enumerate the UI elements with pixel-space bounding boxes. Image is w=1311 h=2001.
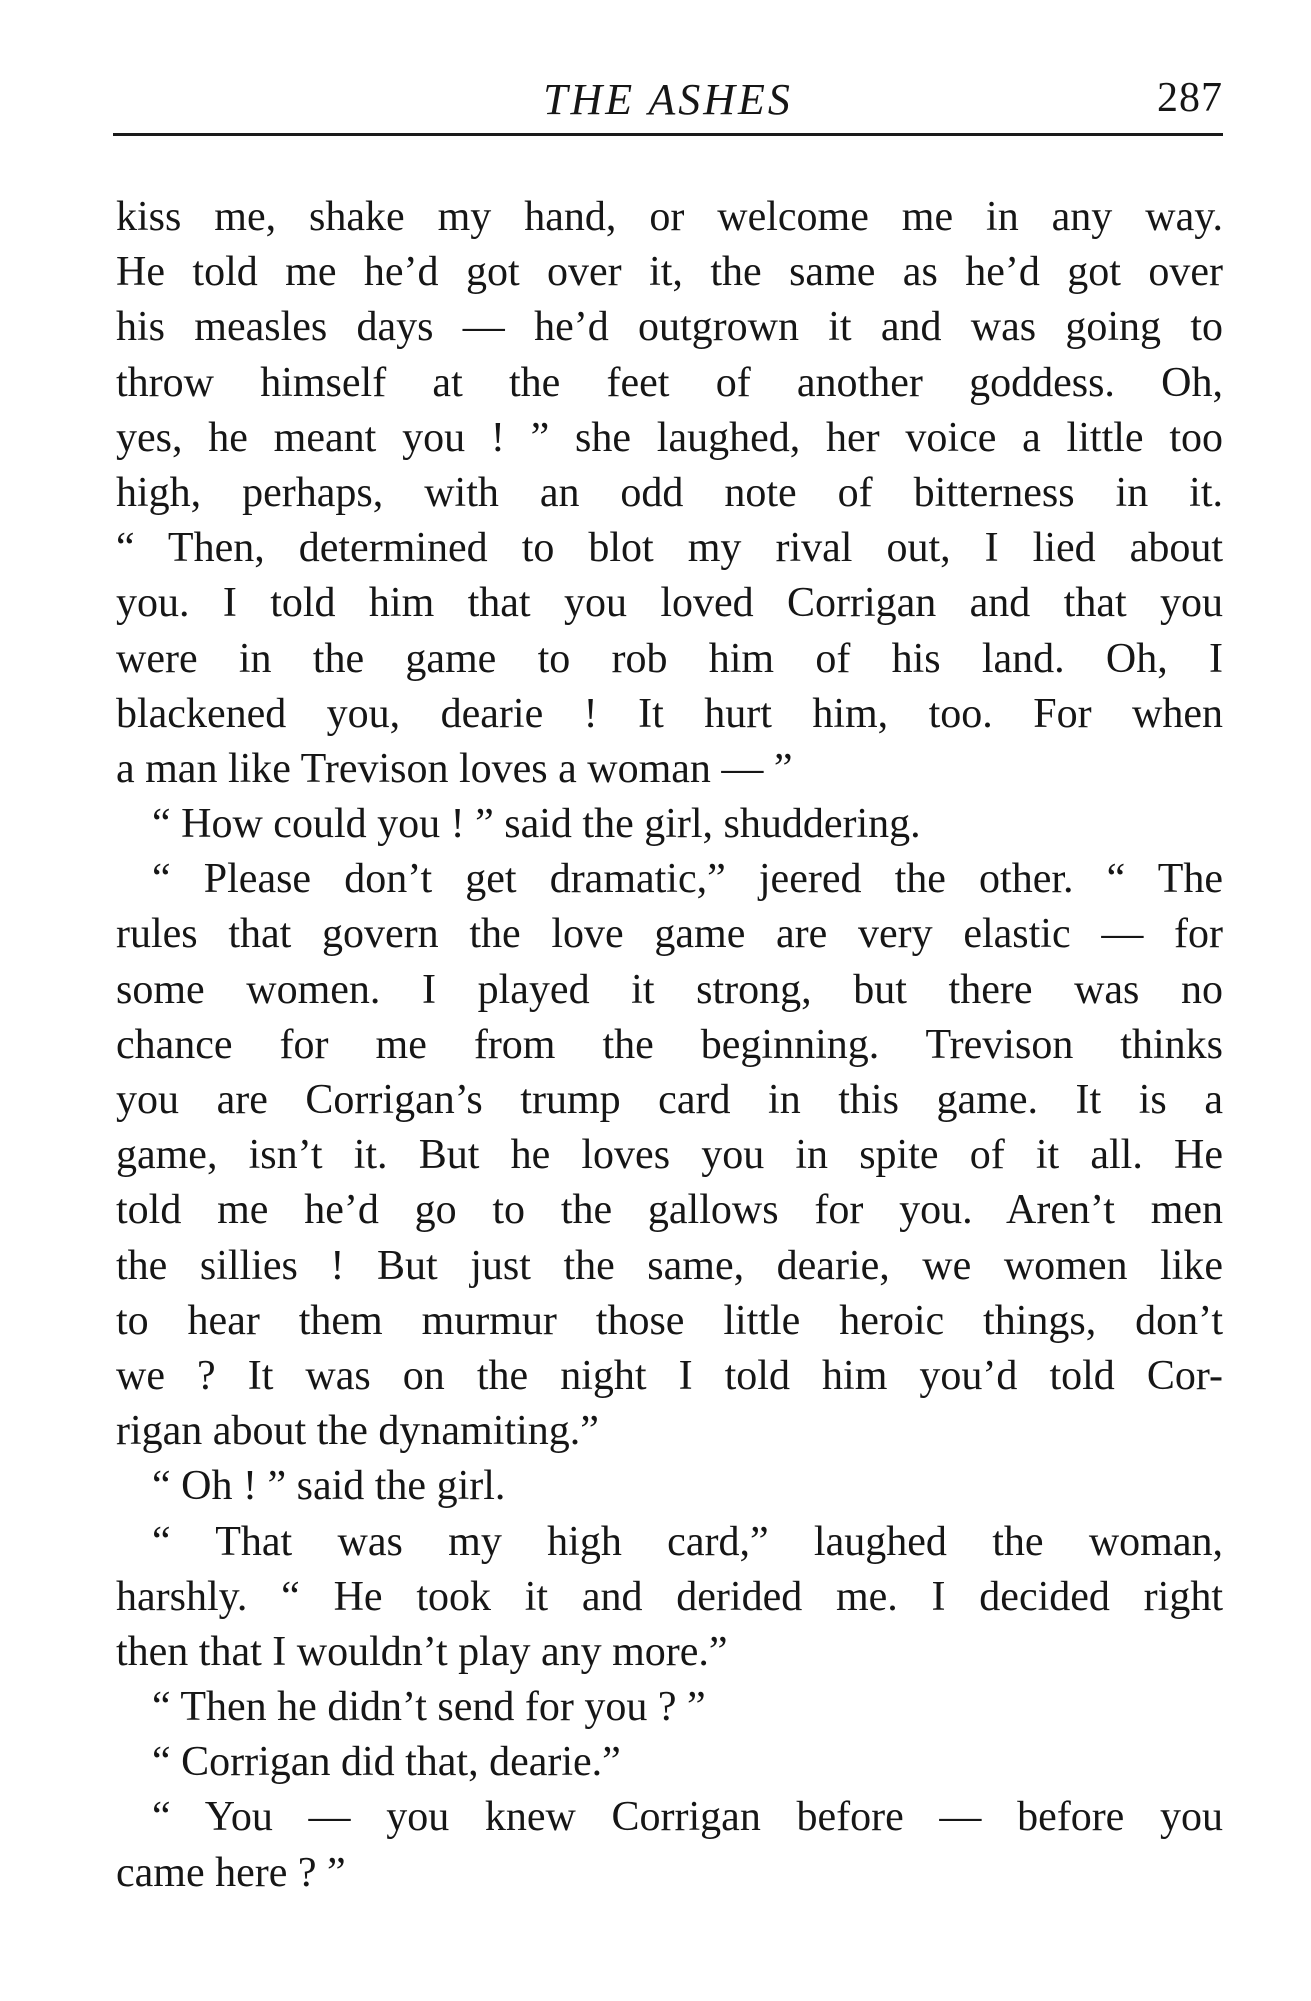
text-line: told me he’d go to the gallows for you. Aren’t men — [116, 1187, 1223, 1234]
text-line: “ Then, determined to blot my rival out, I lied about — [116, 525, 1223, 572]
text-line: then that I wouldn’t play any more.” — [116, 1628, 728, 1675]
text-line: “ Then he didn’t send for you ? ” — [152, 1684, 706, 1731]
header-rule — [113, 133, 1223, 136]
text-line: came here ? ” — [116, 1849, 346, 1896]
text-line: rigan about the dynamiting.” — [116, 1408, 599, 1455]
text-line: “ That was my high card,” laughed the woman, — [152, 1518, 1223, 1565]
text-line: you. I told him that you loved Corrigan and that you — [116, 580, 1223, 627]
text-line: throw himself at the feet of another goddess. Oh, — [116, 359, 1223, 406]
text-line: “ Oh ! ” said the girl. — [152, 1463, 506, 1510]
text-line: chance for me from the beginning. Trevison thinks — [116, 1021, 1223, 1068]
text-line: blackened you, dearie ! It hurt him, too. For when — [116, 690, 1223, 737]
page-number: 287 — [1157, 75, 1223, 121]
text-line: “ Please don’t get dramatic,” jeered the other. “ The — [152, 856, 1223, 903]
text-line: game, isn’t it. But he loves you in spite of it all. He — [116, 1132, 1223, 1179]
text-line: a man like Trevison loves a woman — ” — [116, 745, 793, 792]
body-text — [116, 190, 1223, 1901]
text-line: harshly. “ He took it and derided me. I decided right — [116, 1573, 1223, 1620]
text-line: we ? It was on the night I told him you’d told Cor- — [116, 1352, 1223, 1399]
text-line: “ You — you knew Corrigan before — before you — [152, 1794, 1223, 1841]
text-line: you are Corrigan’s trump card in this game. It is a — [116, 1077, 1223, 1123]
text-line: rules that govern the love game are very elastic — for — [116, 911, 1223, 958]
text-line: the sillies ! But just the same, dearie, we women like — [116, 1242, 1223, 1289]
text-line: high, perhaps, with an odd note of bitterness in it. — [116, 469, 1223, 516]
running-head — [113, 70, 1223, 130]
text-line: He told me he’d got over it, the same as he’d got over — [116, 249, 1223, 296]
text-line: “ How could you ! ” said the girl, shuddering. — [152, 801, 921, 848]
text-line: “ Corrigan did that, dearie.” — [152, 1739, 621, 1786]
text-line: his measles days — he’d outgrown it and was going to — [116, 304, 1223, 351]
text-line: some women. I played it strong, but there was no — [116, 966, 1223, 1013]
text-line: to hear them murmur those little heroic things, don’t — [116, 1297, 1223, 1344]
text-line: kiss me, shake my hand, or welcome me in any way. — [116, 194, 1223, 240]
running-title: THE ASHES — [543, 75, 793, 124]
text-line: yes, he meant you ! ” she laughed, her voice a little too — [116, 414, 1223, 461]
text-line: were in the game to rob him of his land. Oh, I — [116, 635, 1223, 682]
